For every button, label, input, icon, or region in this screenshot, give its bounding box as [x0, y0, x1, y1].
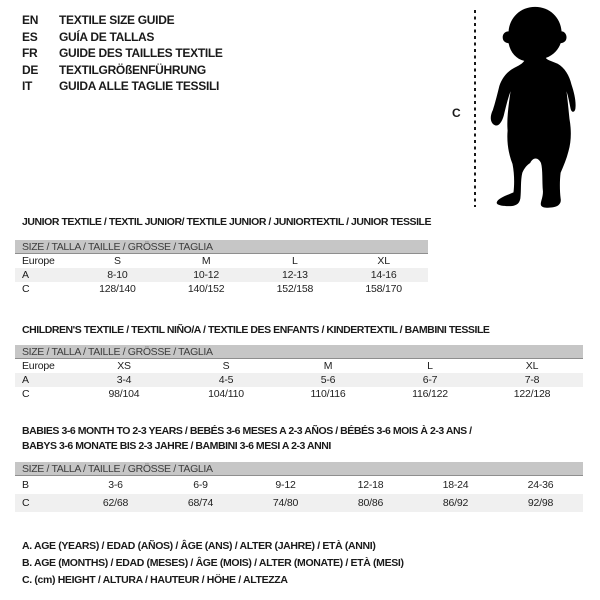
- cell-value: 12-18: [357, 479, 384, 491]
- cell-value: 62/68: [102, 497, 129, 509]
- cell-value: S: [222, 360, 230, 372]
- children-size-table: [15, 345, 583, 401]
- cell-value: M: [323, 360, 333, 372]
- language-row: [22, 78, 223, 95]
- table-row: [15, 359, 583, 373]
- cell-value: 6-9: [193, 479, 208, 491]
- cell-value: 140/152: [187, 283, 225, 295]
- row-label: Europe: [22, 360, 55, 372]
- language-label: GUIDE DES TAILLES TEXTILE: [59, 46, 223, 60]
- cell-value: 110/116: [310, 388, 346, 400]
- language-title-block: [22, 12, 223, 95]
- cell-value: 8-10: [107, 269, 128, 281]
- row-label: C: [22, 497, 30, 509]
- table-body: [15, 476, 583, 512]
- cell-value: 68/74: [187, 497, 214, 509]
- cell-value: 10-12: [193, 269, 220, 281]
- cell-value: 6-7: [422, 374, 438, 386]
- table-body: [15, 359, 583, 401]
- language-code: ES: [22, 29, 38, 44]
- table-row: [15, 268, 428, 282]
- cell-value: 3-6: [108, 479, 123, 491]
- footnotes: [22, 538, 404, 589]
- height-marker-label: C: [452, 106, 461, 120]
- cell-value: 7-8: [524, 374, 540, 386]
- language-label: GUIDA ALLE TAGLIE TESSILI: [59, 79, 220, 93]
- row-label: B: [22, 479, 29, 491]
- junior-table-title: [22, 215, 431, 230]
- table-row: [15, 282, 428, 296]
- language-code: IT: [22, 79, 33, 93]
- cell-value: XL: [377, 255, 390, 267]
- row-label: C: [22, 283, 30, 295]
- cell-value: 104/110: [208, 388, 244, 400]
- cell-value: 80/86: [357, 497, 384, 509]
- footnote-line: A. AGE (YEARS) / EDAD (AÑOS) / ÂGE (ANS) / ALTER (JAHRE) / ETÀ (ANNI): [22, 540, 376, 552]
- babies-table-title: [22, 424, 472, 453]
- babies-size-table: [15, 462, 583, 512]
- cell-value: XL: [525, 360, 539, 372]
- footnote-line: C. (cm) HEIGHT / ALTURA / HAUTEUR / HÖHE / ALTEZZA: [22, 574, 288, 586]
- language-row: [22, 45, 223, 62]
- cell-value: 4-5: [218, 374, 234, 386]
- language-row: [22, 62, 223, 79]
- cell-value: 116/122: [412, 388, 448, 400]
- row-label: A: [22, 269, 29, 281]
- cell-value: 18-24: [442, 479, 469, 491]
- language-label: TEXTILGRÖßENFÜHRUNG: [59, 62, 206, 77]
- junior-size-table: [15, 240, 428, 296]
- table-body: [15, 254, 428, 296]
- cell-value: 9-12: [275, 479, 296, 491]
- title-line: BABIES 3-6 MONTH TO 2-3 YEARS / BEBÉS 3-6 MESES A 2-3 AÑOS / BÉBÉS 3-6 MOIS À 2-3 ANS /: [22, 425, 472, 437]
- footnote-line: B. AGE (MONTHS) / EDAD (MESES) / ÂGE (MOIS) / ALTER (MONATE) / ETÀ (MESI): [22, 557, 404, 569]
- cell-value: 92/98: [527, 497, 554, 509]
- title-line: JUNIOR TEXTILE / TEXTIL JUNIOR/ TEXTILE JUNIOR / JUNIORTEXTIL / JUNIOR TESSILE: [22, 216, 432, 228]
- language-label: TEXTILE SIZE GUIDE: [59, 13, 175, 27]
- title-line: BABYS 3-6 MONATE BIS 2-3 JAHRE / BAMBINI 3-6 MESI A 2-3 ANNI: [22, 439, 331, 452]
- row-label: C: [22, 388, 30, 400]
- table-row: [15, 373, 583, 387]
- language-row: [22, 29, 223, 46]
- cell-value: 158/170: [365, 283, 402, 295]
- language-code: EN: [22, 13, 39, 27]
- cell-value: 5-6: [320, 374, 336, 386]
- cell-value: S: [113, 255, 121, 267]
- row-label: Europe: [22, 255, 55, 267]
- language-code: DE: [22, 62, 39, 77]
- language-row: [22, 12, 223, 29]
- size-header-bar: SIZE / TALLA / TAILLE / GRÖSSE / TAGLIA: [15, 345, 583, 359]
- row-label: A: [22, 374, 29, 386]
- cell-value: 86/92: [442, 497, 469, 509]
- height-marker-dashed-line: [474, 10, 476, 207]
- title-line: CHILDREN'S TEXTILE / TEXTIL NIÑO/A / TEXTILE DES ENFANTS / KINDERTEXTIL / BAMBINI TESSILE: [22, 324, 490, 336]
- table-row: [15, 476, 583, 494]
- cell-value: 122/128: [513, 388, 551, 400]
- cell-value: 74/80: [272, 497, 299, 509]
- table-row: [15, 387, 583, 401]
- cell-value: 98/104: [108, 388, 140, 400]
- cell-value: 152/158: [276, 283, 314, 295]
- children-table-title: [22, 323, 489, 338]
- cell-value: L: [292, 255, 298, 267]
- language-code: FR: [22, 46, 38, 60]
- table-row: [15, 254, 428, 268]
- cell-value: 24-36: [527, 479, 554, 491]
- size-header-bar: SIZE / TALLA / TAILLE / GRÖSSE / TAGLIA: [15, 462, 583, 476]
- cell-value: 12-13: [281, 269, 308, 281]
- cell-value: XS: [117, 360, 131, 372]
- cell-value: 128/140: [99, 283, 136, 295]
- cell-value: M: [201, 255, 211, 267]
- toddler-silhouette: [486, 4, 594, 211]
- cell-value: 3-4: [116, 374, 132, 386]
- size-header-bar: SIZE / TALLA / TAILLE / GRÖSSE / TAGLIA: [15, 240, 428, 254]
- table-row: [15, 494, 583, 512]
- cell-value: 14-16: [370, 269, 397, 281]
- cell-value: L: [427, 360, 433, 372]
- language-label: GUÍA DE TALLAS: [59, 29, 155, 44]
